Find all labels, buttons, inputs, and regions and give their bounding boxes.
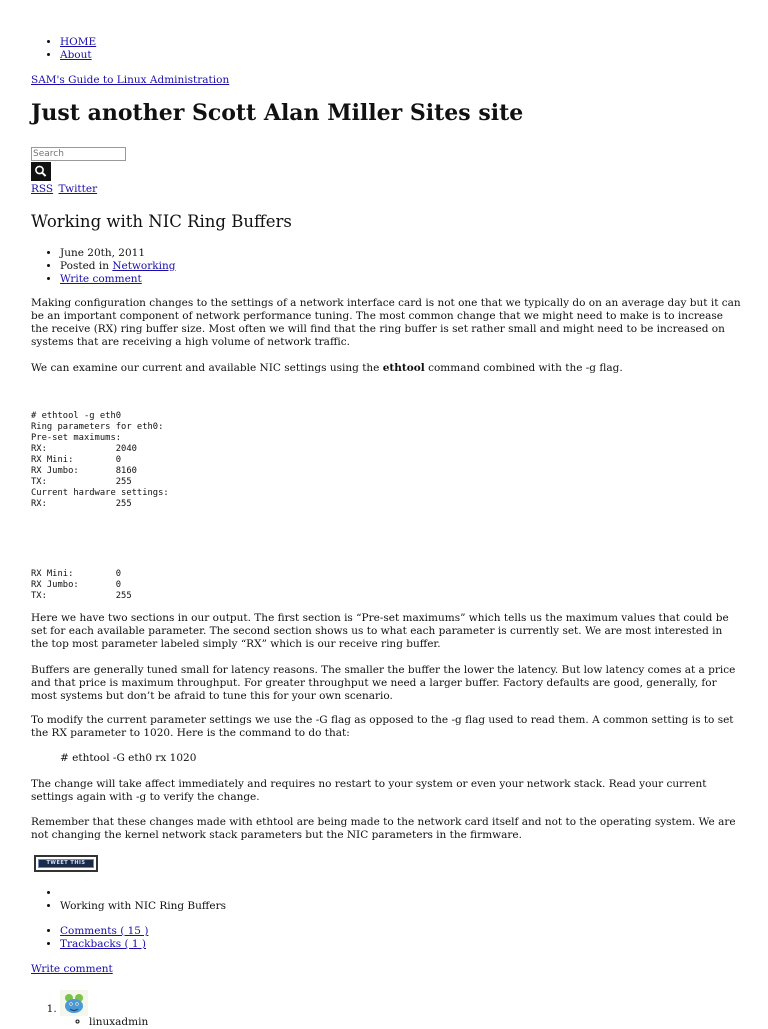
- post-footer-list: [31, 887, 226, 913]
- comments-tab-link[interactable]: Comments ( 15 ): [60, 925, 149, 937]
- post-category: [60, 260, 175, 273]
- commenter-name: [89, 1016, 148, 1029]
- paragraph-intro: Making configuration changes to the settings of a network interface card is not one that we typically do on an average day but it can be an important component of network performance tuning. The most common change that we might need to make is to increase the receive (RX) ring buffer size. Most often we will find that the ring buffer is set rather small and might need to be increased on systems that are receiving a high volume of network traffic.: [31, 297, 741, 349]
- comment-list: [31, 990, 148, 1029]
- twitter-link[interactable]: Twitter: [58, 183, 98, 195]
- paragraph-examine-text: We can examine our current and available NIC settings using the: [31, 362, 383, 374]
- comment-tabs: [31, 925, 148, 951]
- avatar-icon: [60, 990, 88, 1016]
- search-button[interactable]: [31, 162, 51, 181]
- paragraph-sections: Here we have two sections in our output. The first section is “Pre-set maximums” which tells us the maximum values that could be set for each available parameter. The second section shows us to what each parameter is currently set. We are most interested in the top most parameter labeled simply “RX” which is our receive ring buffer.: [31, 612, 729, 651]
- command-example: # ethtool -G eth0 rx 1020: [60, 752, 197, 764]
- tab-trackbacks: [60, 938, 148, 951]
- commenter-name-text: linuxadmin: [89, 1016, 149, 1028]
- paragraph-modify: To modify the current parameter settings we use the -G flag as opposed to the -g flag used to read them. A common setting is to set the RX parameter to 1020. Here is the command to do that:: [31, 714, 734, 740]
- search-input[interactable]: [31, 147, 126, 161]
- post-title: Working with NIC Ring Buffers: [31, 212, 292, 231]
- trackbacks-tab-link[interactable]: Trackbacks ( 1 ): [60, 938, 147, 950]
- nav-item-home: [60, 36, 96, 49]
- empty-list-item: [60, 887, 226, 900]
- posted-in-label: Posted in: [60, 260, 113, 272]
- top-navigation: [31, 36, 96, 62]
- write-comment-link[interactable]: Write comment: [60, 273, 142, 285]
- paragraph-examine: [31, 362, 741, 375]
- comment-item: [60, 990, 148, 1029]
- post-date-text: June 20th, 2011: [60, 247, 146, 259]
- search-icon: [31, 162, 51, 181]
- paragraph-change: The change will take affect immediately and requires no restart to your system or even your network stack. Read your current settings again with -g to verify the change.: [31, 778, 707, 804]
- comment-meta: [60, 1016, 148, 1029]
- tweet-this-button[interactable]: [34, 855, 98, 872]
- category-link[interactable]: Networking: [112, 260, 176, 272]
- commenter-avatar: [60, 990, 88, 1016]
- post-date: [60, 247, 175, 260]
- breadcrumb-post-text: Working with NIC Ring Buffers: [60, 900, 226, 912]
- post-meta: [31, 247, 175, 286]
- tab-comments: [60, 925, 148, 938]
- code-block-output: # ethtool -g eth0 Ring parameters for eth0: Pre-set maximums: RX: 2040 RX Mini: 0 RX Jumbo: 8160 TX: 255 Current hardware settings: RX: 255: [31, 411, 169, 509]
- nav-item-about: [60, 49, 96, 62]
- social-links: [31, 183, 99, 196]
- paragraph-examine-tail: command combined with the -g flag.: [424, 362, 623, 374]
- rss-link[interactable]: RSS: [31, 183, 54, 195]
- tweet-this-label: TWEET THIS: [46, 860, 86, 867]
- write-comment-link-bottom[interactable]: Write comment: [31, 963, 113, 975]
- nav-link-home[interactable]: HOME: [60, 36, 97, 48]
- site-title: Just another Scott Alan Miller Sites site: [31, 100, 524, 126]
- paragraph-remember: Remember that these changes made with ethtool are being made to the network card itself and not to the operating system. We are not changing the kernel network stack parameters but the NIC parameters in the firmware.: [31, 816, 736, 842]
- post-write-comment: [60, 273, 175, 286]
- tweet-this-badge: [38, 859, 94, 868]
- nav-link-about[interactable]: About: [60, 49, 92, 61]
- breadcrumb-post: [60, 900, 226, 913]
- code-block-output-continued: RX Mini: 0 RX Jumbo: 0 TX: 255: [31, 569, 132, 601]
- ethtool-keyword: ethtool: [382, 362, 425, 374]
- paragraph-buffers: Buffers are generally tuned small for latency reasons. The smaller the buffer the lower the latency. But low latency comes at a price and that price is maximum throughput. For greater throughput we need a larger buffer. Factory defaults are good, generally, for most systems but don’t be afraid to tune this for your own scenario.: [31, 664, 736, 703]
- site-name-link[interactable]: SAM's Guide to Linux Administration: [31, 74, 230, 86]
